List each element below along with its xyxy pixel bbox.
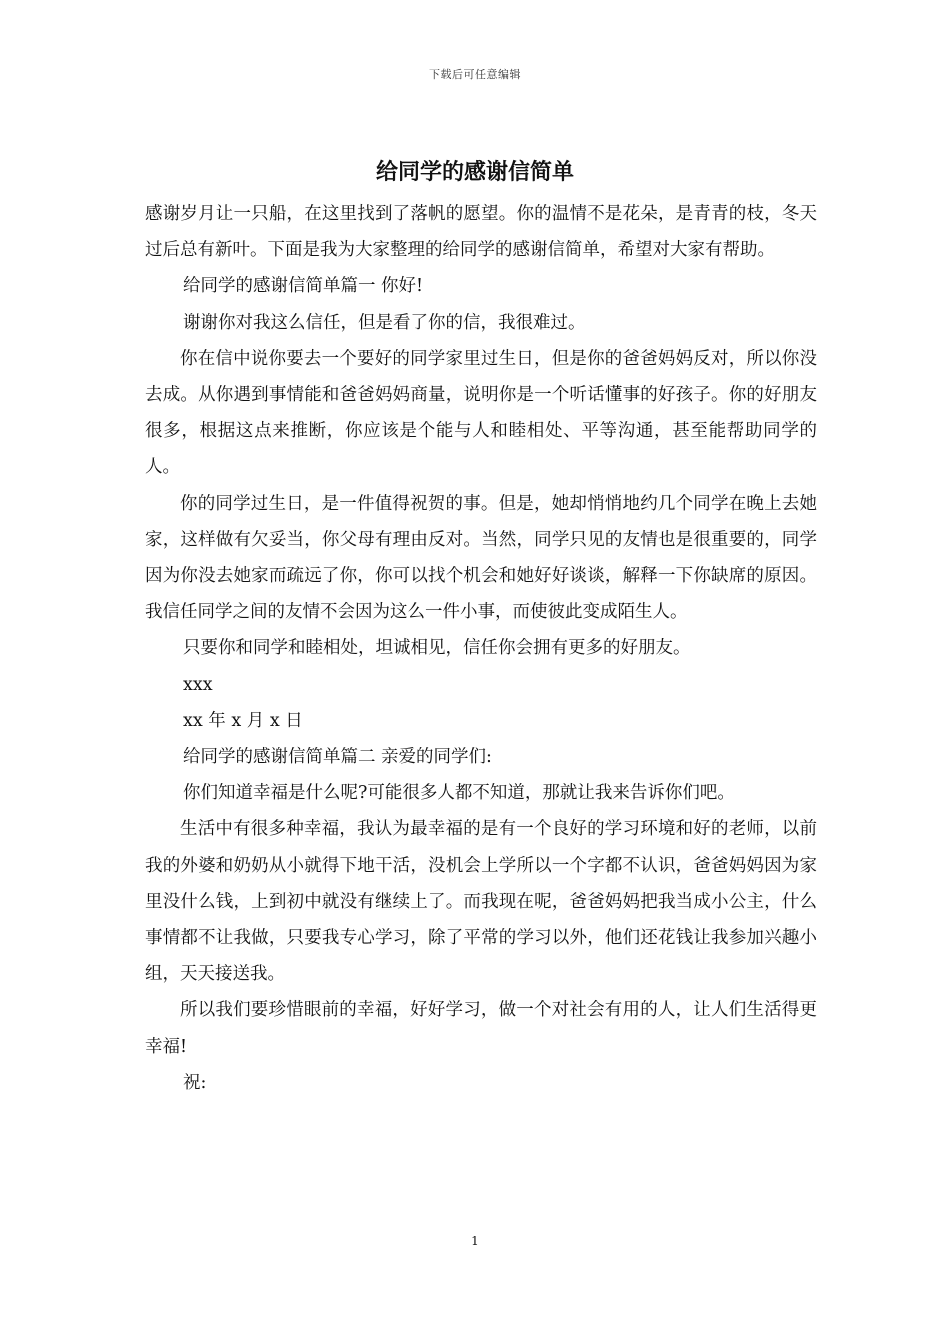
- document-body: [145, 196, 817, 1101]
- page-number: 1: [471, 1234, 479, 1248]
- body-paragraph: 生活中有很多种幸福，我认为最幸福的是有一个良好的学习环境和好的老师，以前我的外婆和奶奶从小就得下地干活，没机会上学所以一个字都不认识，爸爸妈妈因为家里没什么钱，上到初中就没有继续上了。而我现在呢，爸爸妈妈把我当成小公主，什么事情都不让我做，只要我专心学习，除了平常的学习以外，他们还花钱让我参加兴趣小组，天天接送我。: [145, 819, 817, 985]
- header-note: 下载后可任意编辑: [429, 68, 521, 81]
- signature-name: xxx: [183, 674, 213, 695]
- signature-date: xx 年 x 月 x 日: [183, 710, 303, 731]
- section-one-heading: 给同学的感谢信简单篇一 你好!: [183, 276, 424, 297]
- body-paragraph: 只要你和同学和睦相处，坦诚相见，信任你会拥有更多的好朋友。: [183, 638, 691, 659]
- body-paragraph: 谢谢你对我这么信任，但是看了你的信，我很难过。: [183, 312, 586, 333]
- body-paragraph: 你的同学过生日，是一件值得祝贺的事。但是，她却悄悄地约几个同学在晚上去她家，这样做有欠妥当，你父母有理由反对。当然，同学只见的友情也是很重要的，同学因为你没去她家而疏远了你，你可以找个机会和她好好谈谈，解释一下你缺席的原因。我信任同学之间的友情不会因为这么一件小事，而使彼此变成陌生人。: [145, 493, 817, 623]
- body-paragraph: 你在信中说你要去一个要好的同学家里过生日，但是你的爸爸妈妈反对，所以你没去成。从你遇到事情能和爸爸妈妈商量，说明你是一个听话懂事的好孩子。你的好朋友很多，根据这点来推断，你应该是个能与人和睦相处、平等沟通，甚至能帮助同学的人。: [145, 348, 817, 478]
- closing-salutation: 祝:: [183, 1072, 207, 1093]
- body-paragraph: 你们知道幸福是什么呢?可能很多人都不知道，那就让我来告诉你们吧。: [183, 783, 735, 804]
- document-title: 给同学的感谢信简单: [375, 159, 574, 185]
- section-two-heading: 给同学的感谢信简单篇二 亲爱的同学们:: [183, 747, 492, 768]
- body-paragraph: 所以我们要珍惜眼前的幸福，好好学习，做一个对社会有用的人，让人们生活得更幸福!: [145, 1000, 817, 1057]
- intro-paragraph: 感谢岁月让一只船，在这里找到了落帆的愿望。你的温情不是花朵，是青青的枝，冬天过后总有新叶。下面是我为大家整理的给同学的感谢信简单，希望对大家有帮助。: [145, 204, 817, 261]
